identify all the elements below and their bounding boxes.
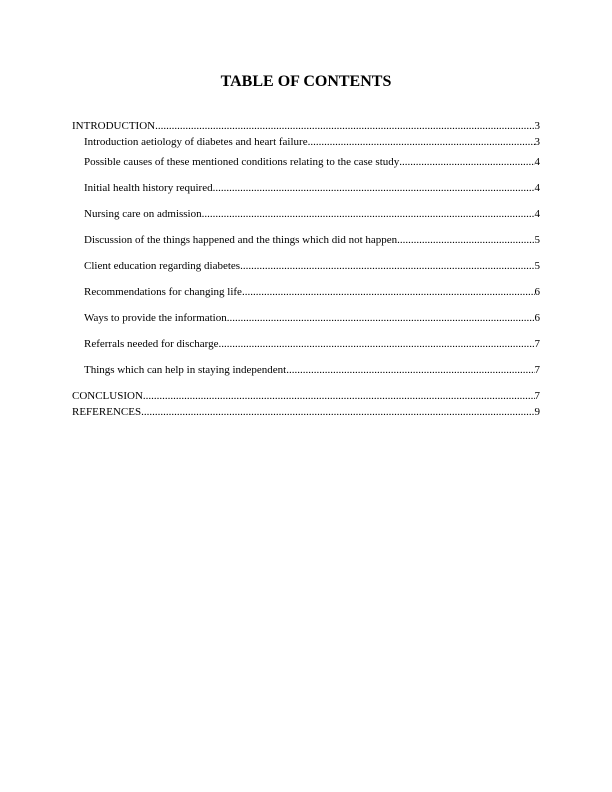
toc-entry-discussion[interactable] (72, 233, 540, 259)
toc-entry-page: 7 (534, 364, 540, 376)
toc-leader-dots (397, 233, 534, 247)
toc-leader-dots (308, 135, 535, 149)
toc-entry-aetiology[interactable] (72, 135, 540, 155)
toc-entry-nursing-care[interactable] (72, 207, 540, 233)
toc-entry-page: 7 (534, 390, 540, 402)
toc-entry-text: Possible causes of these mentioned conditions relating to the case study (84, 156, 400, 168)
toc-entry-page: 7 (534, 338, 540, 350)
toc-entry-page: 3 (534, 136, 540, 148)
toc-entry-text: Recommendations for changing life (84, 286, 242, 298)
toc-leader-dots (155, 119, 534, 133)
toc-entry-text: Discussion of the things happened and the things which did not happen (84, 234, 398, 246)
toc-entry-text: Referrals needed for discharge (84, 338, 219, 350)
toc-entry-text: Things which can help in staying independent (84, 364, 287, 376)
toc-entry-health-history[interactable] (72, 181, 540, 207)
toc-entry-page: 4 (534, 156, 540, 168)
toc-entry-conclusion[interactable] (72, 389, 540, 405)
toc-entry-page: 5 (534, 260, 540, 272)
toc-entry-page: 9 (534, 406, 540, 418)
toc-entry-references[interactable] (72, 405, 540, 421)
toc-leader-dots (240, 259, 534, 273)
toc-leader-dots (218, 337, 534, 351)
toc-entry-text: Ways to provide the information (84, 312, 227, 324)
toc-entry-text: Initial health history required (84, 182, 213, 194)
toc-entry-ways-to-provide[interactable] (72, 311, 540, 337)
toc-leader-dots (286, 363, 534, 377)
toc-entry-page: 3 (534, 120, 540, 132)
toc-leader-dots (141, 405, 534, 419)
toc-entry-page: 6 (534, 286, 540, 298)
toc-entry-text: INTRODUCTION (72, 120, 156, 132)
toc-entry-referrals[interactable] (72, 337, 540, 363)
toc-entry-page: 4 (534, 182, 540, 194)
toc-entry-client-education[interactable] (72, 259, 540, 285)
toc-leader-dots (227, 311, 535, 325)
toc-entry-text: Client education regarding diabetes (84, 260, 241, 272)
toc-leader-dots (399, 155, 534, 169)
toc-entry-staying-independent[interactable] (72, 363, 540, 389)
toc-entry-text: CONCLUSION (72, 390, 143, 402)
toc-list (72, 119, 540, 421)
toc-entry-page: 4 (534, 208, 540, 220)
toc-entry-text: Introduction aetiology of diabetes and heart failure (84, 136, 308, 148)
toc-leader-dots (242, 285, 535, 299)
toc-entry-recommendations[interactable] (72, 285, 540, 311)
toc-entry-possible-causes[interactable] (72, 155, 540, 181)
toc-entry-text: Nursing care on admission (84, 208, 202, 220)
toc-leader-dots (202, 207, 535, 221)
toc-entry-text: REFERENCES (72, 406, 142, 418)
toc-entry-page: 5 (534, 234, 540, 246)
toc-leader-dots (143, 389, 535, 403)
toc-entry-introduction[interactable] (72, 119, 540, 135)
toc-title: TABLE OF CONTENTS (220, 73, 392, 90)
toc-leader-dots (213, 181, 535, 195)
toc-entry-page: 6 (534, 312, 540, 324)
